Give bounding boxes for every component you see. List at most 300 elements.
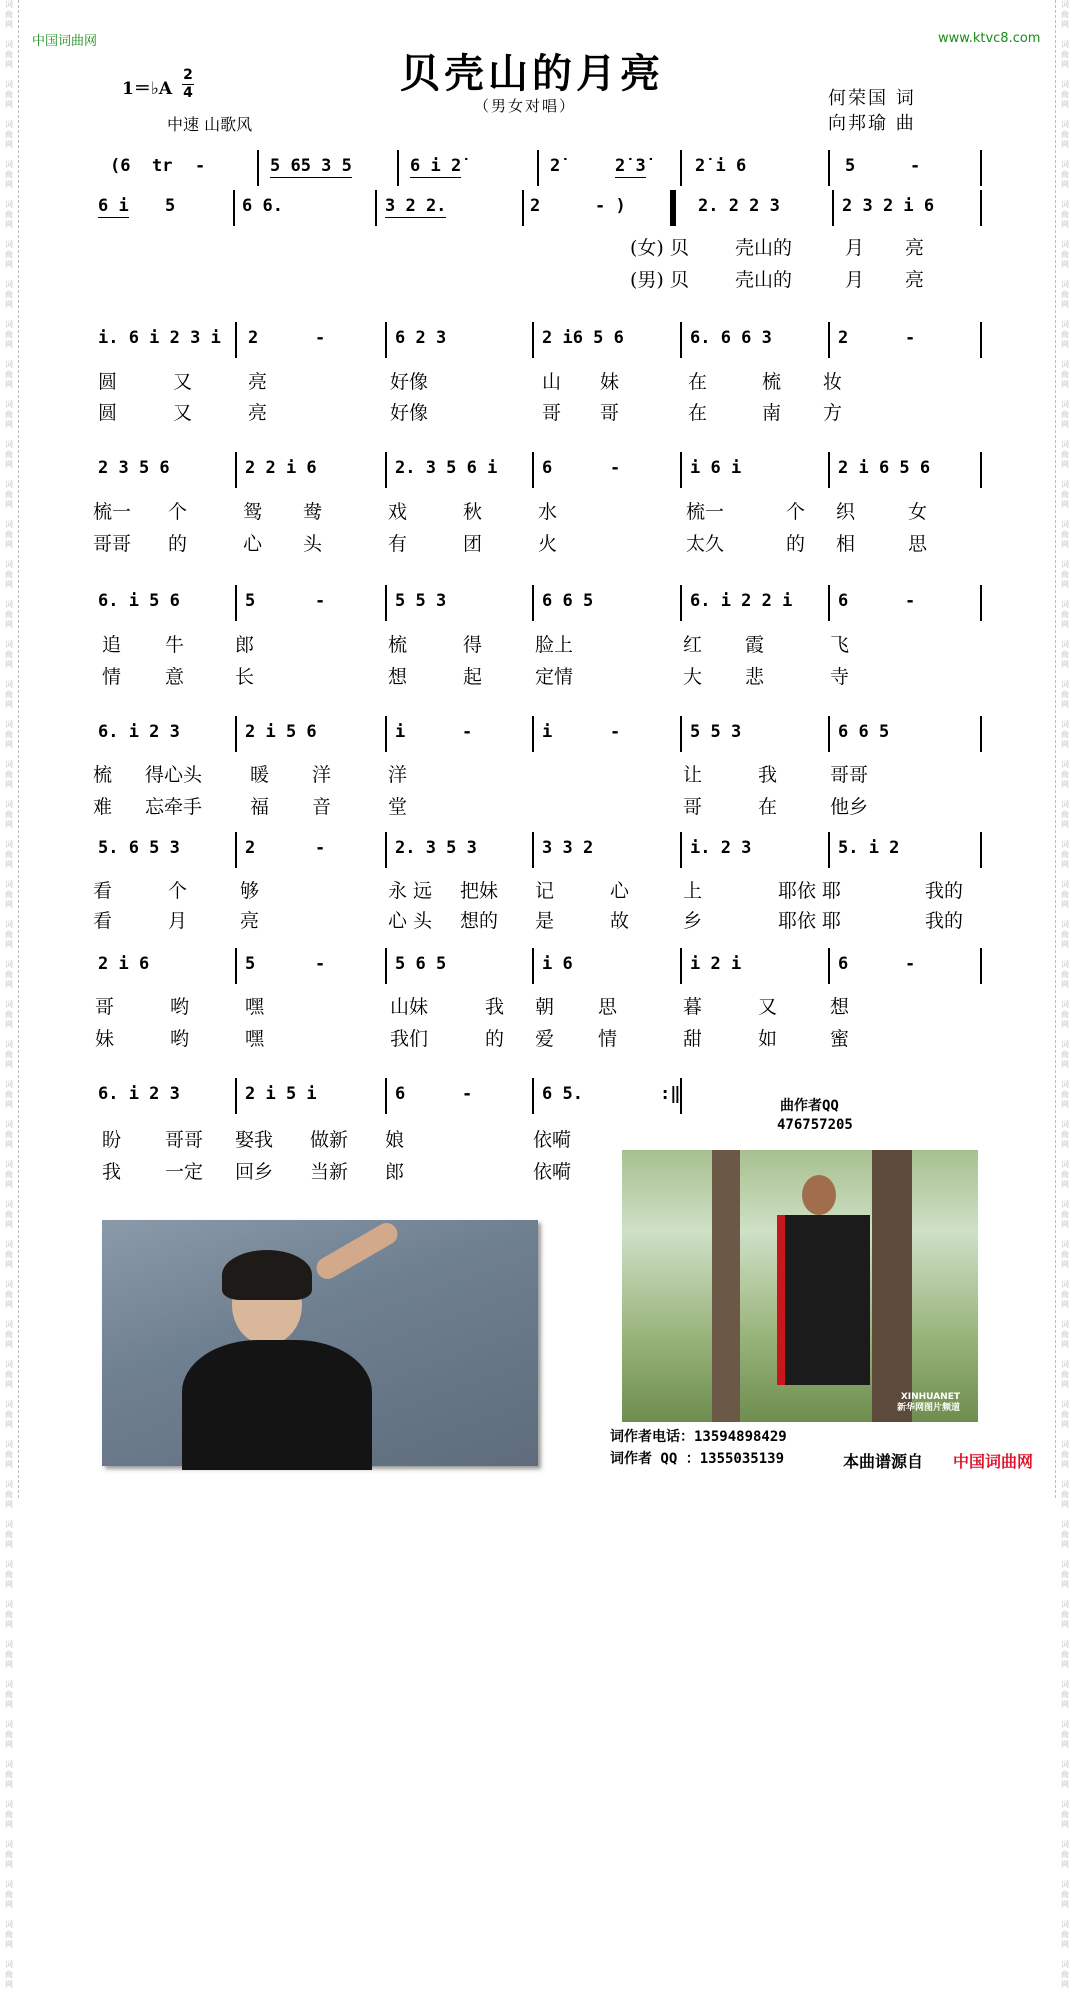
lyric-word: 是 — [535, 910, 555, 932]
lyric-word: 戏 — [388, 501, 408, 523]
bar-line — [532, 832, 534, 868]
bar-line — [385, 948, 387, 984]
note-group: - — [905, 328, 916, 348]
tree-trunk-left — [712, 1150, 740, 1422]
lyric-word: 一定 — [165, 1161, 204, 1183]
lyric-word: 得 — [463, 634, 483, 656]
lyric-word: 够 — [240, 880, 260, 902]
lyric-word: 哥 — [542, 402, 562, 424]
note-group: 6 6 5 — [838, 722, 890, 742]
lyric-word: 洋 — [312, 764, 332, 786]
note-group: 2 i 5 i — [245, 1084, 317, 1104]
lyric-line-2-female — [90, 367, 990, 391]
lyric-word: 情 — [102, 666, 122, 688]
note-group: 5 65 3 5 — [270, 156, 352, 176]
bar-line — [680, 832, 682, 868]
bar-line — [980, 716, 982, 752]
note-group: 3 3 2 — [542, 838, 594, 858]
lyric-word: 我 — [102, 1161, 122, 1183]
note-group: 2 — [838, 328, 849, 348]
time-signature: 2 4 — [183, 67, 193, 101]
song-title: 贝壳山的月亮 — [400, 50, 664, 97]
note-group: 2. 3 5 3 — [395, 838, 477, 858]
lyric-word: 耶依 耶 — [778, 880, 842, 902]
lyric-word: 脸上 — [535, 634, 574, 656]
lyric-word: 郎 — [235, 634, 255, 656]
note-group: - — [195, 156, 206, 176]
lyric-word: 哥哥 — [93, 533, 132, 555]
lyric-word: 让 — [683, 764, 703, 786]
bar-line — [385, 832, 387, 868]
note-group: 6. 6 6 3 — [690, 328, 772, 348]
note-group: - — [315, 591, 326, 611]
score-line-9 — [90, 1078, 990, 1114]
lyric-line-7-female — [90, 992, 990, 1016]
bar-line — [680, 585, 682, 621]
note-group: - — [910, 156, 921, 176]
note-group: i 2 i — [690, 954, 742, 974]
bar-line — [828, 322, 830, 358]
lyric-word: 娶我 — [235, 1129, 274, 1151]
lyric-word: 甜 — [683, 1028, 703, 1050]
lyric-word: 心 — [243, 533, 263, 555]
note-group: i. 6 i 2 3 i — [98, 328, 221, 348]
bar-line — [828, 948, 830, 984]
lyric-word: 依嗬 — [533, 1129, 572, 1151]
lyric-word: 梳 — [388, 634, 408, 656]
site-url-right[interactable]: www.ktvc8.com — [938, 31, 1041, 46]
tempo-marking: 中速 山歌风 — [167, 115, 253, 134]
bar-line — [235, 1078, 237, 1114]
bar-line — [680, 150, 682, 186]
lyric-word: 看 — [93, 880, 113, 902]
note-group: 6 6 5 — [542, 591, 594, 611]
lyric-line-8-female — [90, 1125, 990, 1149]
lyric-word: 蜜 — [830, 1028, 850, 1050]
bar-line — [680, 322, 682, 358]
lyric-word: 永 远 — [388, 880, 433, 902]
note-group: 5 — [165, 196, 176, 216]
lyric-word: 梳 — [93, 764, 113, 786]
lyric-word: 圆 — [98, 402, 118, 424]
right-watermark-strip: 词 曲 网 词 曲 网 词 曲 网 词 曲 网 词 曲 网 词 曲 网 词 曲 网 词 曲 网 词 曲 网 词 曲 网 词 曲 网 词 曲 网 词 曲 网 词 曲 网 词 曲 网 词 曲 网 词 曲 网 词 曲 网 词 曲 网 词 曲 网 词 曲 网 词 曲 网 词 曲 网 词 曲 网 词 曲 网 词 曲 网 词 曲 网 词 曲 网 词 曲 网 词 曲 网 词 曲 网 词 曲 网 词 曲 网 词 曲 网 词 曲 网 词 曲 网 词 曲 网 词 曲 网 词 曲 网 词 曲 网 词 曲 网 词 曲 网 词 曲 网 词 曲 网 词 曲 网 词 曲 网 词 曲 网 词 曲 网 词 曲 网 词 曲 网 — [1055, 0, 1074, 1498]
note-group: (6 — [110, 156, 131, 176]
lyric-word: 个 — [168, 880, 188, 902]
note-group: i. 2 3 — [690, 838, 752, 858]
lyric-word: 哥 — [95, 996, 115, 1018]
note-group: - — [462, 1084, 473, 1104]
lyricist-phone: 词作者电话：13594898429 — [610, 1429, 787, 1445]
lyric-word: 在 — [688, 371, 708, 393]
note-group: 2̇ 3̇ — [615, 156, 646, 176]
lyric-word: 乡 — [683, 910, 703, 932]
lyric-word: 想 — [388, 666, 408, 688]
bar-line — [385, 585, 387, 621]
note-group: 6. i 2 3 — [98, 1084, 180, 1104]
note-group: 2 3 5 6 — [98, 458, 170, 478]
note-group: 5. i 2 — [838, 838, 900, 858]
lyric-word: 嘿 — [245, 1028, 265, 1050]
note-group: 2 — [530, 196, 541, 216]
bar-line — [257, 150, 259, 186]
note-group: 5 — [245, 954, 256, 974]
lyric-word: 洋 — [388, 764, 408, 786]
lyric-word: 妹 — [600, 371, 620, 393]
lyric-word: 起 — [463, 666, 483, 688]
lyric-word: 亮 — [905, 269, 925, 291]
note-group: 2 i 6 — [98, 954, 150, 974]
bar-line — [828, 150, 830, 186]
note-group: 2 — [245, 838, 256, 858]
note-group: 2̇ — [550, 156, 561, 176]
bar-line — [235, 322, 237, 358]
bar-line — [828, 585, 830, 621]
note-group: 6 5. — [542, 1084, 583, 1104]
repeat-start-bar — [672, 190, 676, 226]
lyric-word: (男) 贝 — [630, 269, 689, 291]
bar-line — [532, 1078, 534, 1114]
lyric-word: 耶依 耶 — [778, 910, 842, 932]
note-group: 5 6 5 — [395, 954, 447, 974]
note-group: i — [542, 722, 553, 742]
bar-line — [680, 948, 682, 984]
lyricist: 何荣国 词 — [828, 88, 916, 109]
note-group: 6 — [838, 954, 849, 974]
lyric-word: 如 — [758, 1028, 778, 1050]
lyric-word: 亮 — [248, 402, 268, 424]
lyric-word: 壳山的 — [735, 269, 793, 291]
bar-line — [980, 948, 982, 984]
bar-line — [980, 150, 982, 186]
lyric-word: 飞 — [830, 634, 850, 656]
lyric-word: 得心头 — [145, 764, 203, 786]
lyric-word: 追 — [102, 634, 122, 656]
lyric-word: 思 — [598, 996, 618, 1018]
lyric-word: 织 — [836, 501, 856, 523]
lyric-word: 梳一 — [686, 501, 725, 523]
bar-line — [532, 716, 534, 752]
bar-line — [828, 832, 830, 868]
dancer-shirt-shape — [182, 1340, 372, 1470]
note-group: - — [315, 838, 326, 858]
lyric-word: 又 — [758, 996, 778, 1018]
lyric-line-5-female — [90, 760, 990, 784]
lyric-word: 堂 — [388, 796, 408, 818]
lyric-word: 哥 — [683, 796, 703, 818]
bar-line — [385, 452, 387, 488]
note-group: i 6 — [542, 954, 573, 974]
lyric-word: 秋 — [463, 501, 483, 523]
lyric-word: 鸳 — [243, 501, 263, 523]
bar-line — [828, 716, 830, 752]
lyric-line-5-male — [90, 792, 990, 816]
note-group: 6 — [395, 1084, 406, 1104]
note-group: 5 — [845, 156, 856, 176]
lyric-word: 爱 — [535, 1028, 555, 1050]
bar-line — [235, 585, 237, 621]
lyric-word: 的 — [168, 533, 188, 555]
note-group: 2. 2 2 3 — [698, 196, 780, 216]
note-group: 2 i 5 6 — [245, 722, 317, 742]
note-group: :‖ — [660, 1084, 681, 1104]
bar-line — [532, 948, 534, 984]
lyric-word: 山 — [542, 371, 562, 393]
singer-costume-shape — [777, 1215, 870, 1385]
lyric-word: 思 — [908, 533, 928, 555]
composer-qq-number: 476757205 — [777, 1117, 853, 1133]
composer: 向邦瑜 曲 — [828, 113, 916, 134]
lyric-word: 妆 — [823, 371, 843, 393]
lyric-word: 依嗬 — [533, 1161, 572, 1183]
singer-head-shape — [802, 1175, 836, 1215]
lyric-word: 情 — [598, 1028, 618, 1050]
note-group: 2 i 6 5 6 — [838, 458, 931, 478]
lyric-word: 又 — [173, 402, 193, 424]
note-group: - — [462, 722, 473, 742]
lyric-word: 相 — [836, 533, 856, 555]
note-group: 5. 6 5 3 — [98, 838, 180, 858]
lyric-word: 亮 — [248, 371, 268, 393]
lyric-word: 好像 — [390, 371, 429, 393]
lyric-word: 的 — [485, 1028, 505, 1050]
bar-line — [385, 716, 387, 752]
lyric-word: 哥哥 — [830, 764, 869, 786]
lyric-word: 寺 — [830, 666, 850, 688]
lyric-line-4-male — [90, 662, 990, 686]
bar-line — [532, 322, 534, 358]
note-group: - — [610, 722, 621, 742]
lyric-word: 女 — [908, 501, 928, 523]
bar-line — [233, 190, 235, 226]
lyric-word: 哟 — [170, 996, 190, 1018]
score-line-2 — [90, 190, 990, 226]
bar-line — [397, 150, 399, 186]
note-group: - — [905, 954, 916, 974]
lyric-word: 团 — [463, 533, 483, 555]
note-group: 6 i — [98, 196, 129, 216]
lyric-word: 太久 — [686, 533, 725, 555]
bar-line — [980, 832, 982, 868]
lyric-word: 圆 — [98, 371, 118, 393]
lyric-word: 哟 — [170, 1028, 190, 1050]
note-group: 6. i 2 3 — [98, 722, 180, 742]
note-group: 2 2 i 6 — [245, 458, 317, 478]
lyric-word: 看 — [93, 910, 113, 932]
lyric-word: 忘牵手 — [145, 796, 203, 818]
lyric-word: 想 — [830, 996, 850, 1018]
key-signature: 1＝♭A — [122, 79, 173, 99]
bar-line — [235, 948, 237, 984]
lyric-word: 好像 — [390, 402, 429, 424]
lyric-word: 月 — [845, 269, 865, 291]
lyric-word: 暖 — [250, 764, 270, 786]
dancer-hair-shape — [222, 1250, 312, 1300]
lyric-word: (女) 贝 — [630, 237, 689, 259]
lyric-word: 火 — [538, 533, 558, 555]
lyric-line-3-male — [90, 529, 990, 553]
lyric-word: 意 — [165, 666, 185, 688]
lyric-word: 做新 — [310, 1129, 349, 1151]
lyric-word: 暮 — [683, 996, 703, 1018]
left-watermark-strip: 词 曲 网 词 曲 网 词 曲 网 词 曲 网 词 曲 网 词 曲 网 词 曲 网 词 曲 网 词 曲 网 词 曲 网 词 曲 网 词 曲 网 词 曲 网 词 曲 网 词 曲 网 词 曲 网 词 曲 网 词 曲 网 词 曲 网 词 曲 网 词 曲 网 词 曲 网 词 曲 网 词 曲 网 词 曲 网 词 曲 网 词 曲 网 词 曲 网 词 曲 网 词 曲 网 词 曲 网 词 曲 网 词 曲 网 词 曲 网 词 曲 网 词 曲 网 词 曲 网 词 曲 网 词 曲 网 词 曲 网 词 曲 网 词 曲 网 词 曲 网 词 曲 网 词 曲 网 词 曲 网 词 曲 网 词 曲 网 词 曲 网 词 曲 网 — [0, 0, 19, 1498]
lyric-line-7-male — [90, 1024, 990, 1048]
note-group: - — [315, 954, 326, 974]
lyric-word: 个 — [786, 501, 806, 523]
bar-line — [375, 190, 377, 226]
note-group: - — [610, 458, 621, 478]
note-group: 2 i6 5 6 — [542, 328, 624, 348]
lyric-word: 悲 — [745, 666, 765, 688]
bar-line — [537, 150, 539, 186]
note-group: 6 — [838, 591, 849, 611]
lyric-word: 梳 — [762, 371, 782, 393]
note-group: 5 5 3 — [395, 591, 447, 611]
lyric-word: 记 — [535, 880, 555, 902]
dancer-arm-shape — [313, 1219, 402, 1283]
lyric-word: 鸯 — [303, 501, 323, 523]
bar-line — [980, 585, 982, 621]
lyric-word: 我们 — [390, 1028, 429, 1050]
lyric-word: 月 — [845, 237, 865, 259]
lyric-word: 福 — [250, 796, 270, 818]
source-site-link[interactable]: 中国词曲网 — [953, 1452, 1034, 1471]
lyric-word: 当新 — [310, 1161, 349, 1183]
bar-line — [235, 716, 237, 752]
bar-line — [828, 452, 830, 488]
lyric-line-1-female — [90, 233, 990, 257]
lyric-word: 梳一 — [93, 501, 132, 523]
note-group: 6. i 2 2 i — [690, 591, 793, 611]
lyric-word: 长 — [235, 666, 255, 688]
lyric-word: 在 — [758, 796, 778, 818]
bar-line — [385, 322, 387, 358]
lyric-word: 郎 — [385, 1161, 405, 1183]
note-group: 6 — [542, 458, 553, 478]
lyric-word: 壳山的 — [735, 237, 793, 259]
lyric-word: 我 — [758, 764, 778, 786]
tree-trunk-right — [872, 1150, 912, 1422]
lyric-word: 哥 — [600, 402, 620, 424]
lyric-word: 他乡 — [830, 796, 869, 818]
lyric-word: 亮 — [240, 910, 260, 932]
note-group: - — [905, 591, 916, 611]
score-line-1 — [90, 150, 990, 186]
lyric-word: 我的 — [925, 880, 964, 902]
score-line-8 — [90, 948, 990, 984]
note-group: 6 2 3 — [395, 328, 447, 348]
lyric-word: 水 — [538, 501, 558, 523]
bar-line — [980, 322, 982, 358]
lyric-word: 牛 — [165, 634, 185, 656]
lyric-word: 哥哥 — [165, 1129, 204, 1151]
lyric-line-1-male — [90, 265, 990, 289]
song-subtitle: （男女对唱） — [474, 97, 577, 115]
lyric-word: 方 — [823, 402, 843, 424]
lyric-word: 心 — [610, 880, 630, 902]
note-group: 3 2 2. — [385, 196, 447, 216]
lyric-word: 霞 — [745, 634, 765, 656]
score-line-6 — [90, 716, 990, 752]
lyric-line-4-female — [90, 630, 990, 654]
lyric-line-2-male — [90, 398, 990, 422]
bar-line — [680, 716, 682, 752]
score-line-3 — [90, 322, 990, 358]
lyric-word: 月 — [168, 910, 188, 932]
lyric-word: 把妹 — [460, 880, 499, 902]
lyric-word: 娘 — [385, 1129, 405, 1151]
lyric-word: 在 — [688, 402, 708, 424]
photo-watermark: XINHUANET 新华网图片频道 — [896, 1392, 960, 1413]
lyric-word: 我 — [485, 996, 505, 1018]
lyric-word: 音 — [312, 796, 332, 818]
lyric-word: 大 — [683, 666, 703, 688]
lyric-word: 个 — [168, 501, 188, 523]
lyric-word: 朝 — [535, 996, 555, 1018]
note-group: 2. 3 5 6 i — [395, 458, 498, 478]
lyric-word: 有 — [388, 533, 408, 555]
bar-line — [235, 832, 237, 868]
photo-male-singer — [622, 1150, 978, 1422]
photo-female-dancer — [102, 1220, 538, 1466]
note-group: 6. i 5 6 — [98, 591, 180, 611]
bar-line — [532, 585, 534, 621]
site-name-left[interactable]: 中国词曲网 — [32, 34, 98, 49]
note-group: 5 5 3 — [690, 722, 742, 742]
lyric-word: 上 — [683, 880, 703, 902]
lyric-word: 盼 — [102, 1129, 122, 1151]
score-line-7 — [90, 832, 990, 868]
bar-line — [385, 1078, 387, 1114]
note-group: 2 3 2 i 6 — [842, 196, 935, 216]
lyric-word: 亮 — [905, 237, 925, 259]
lyric-word: 难 — [93, 796, 113, 818]
lyric-word: 定情 — [535, 666, 574, 688]
lyric-line-6-female — [90, 876, 990, 900]
bar-line — [522, 190, 524, 226]
lyric-word: 又 — [173, 371, 193, 393]
bar-line — [980, 190, 982, 226]
lyric-word: 故 — [610, 910, 630, 932]
note-group: 5 — [245, 591, 256, 611]
lyric-word: 妹 — [95, 1028, 115, 1050]
note-group: i 6 i — [690, 458, 742, 478]
lyric-word: 红 — [683, 634, 703, 656]
bar-line — [980, 452, 982, 488]
lyric-word: 南 — [762, 402, 782, 424]
lyric-word: 心 头 — [388, 910, 433, 932]
lyric-line-6-male — [90, 906, 990, 930]
bar-line — [235, 452, 237, 488]
bar-line — [680, 452, 682, 488]
note-group: - — [315, 328, 326, 348]
lyric-word: 想的 — [460, 910, 499, 932]
bar-line — [532, 452, 534, 488]
source-label: 本曲谱源自 — [843, 1452, 924, 1471]
note-group: i — [395, 722, 406, 742]
lyric-word: 的 — [786, 533, 806, 555]
note-group: 6 i 2̇ — [410, 156, 462, 176]
lyric-line-3-female — [90, 497, 990, 521]
note-group: 2 — [248, 328, 259, 348]
lyric-word: 山妹 — [390, 996, 429, 1018]
composer-qq-label: 曲作者QQ — [780, 1098, 839, 1114]
lyricist-qq: 词作者 QQ ：1355035139 — [610, 1451, 785, 1467]
note-group: - ) — [595, 196, 626, 216]
bar-line — [832, 190, 834, 226]
lyric-word: 头 — [303, 533, 323, 555]
note-group: 6 6. — [242, 196, 283, 216]
lyric-word: 嘿 — [245, 996, 265, 1018]
